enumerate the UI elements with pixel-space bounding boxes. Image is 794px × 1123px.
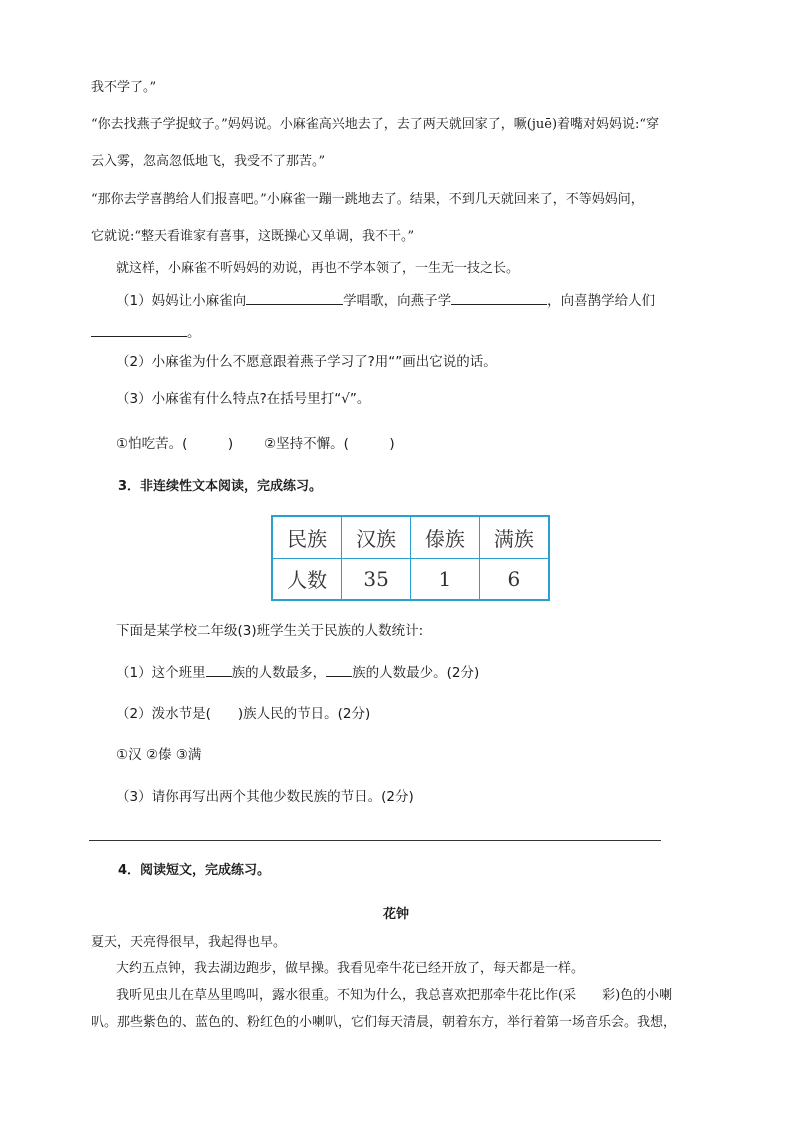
table-header-cell: 民族 [272, 516, 342, 558]
q3-heading: 3．非连续性文本阅读，完成练习。 [118, 479, 323, 494]
table-row [272, 558, 549, 600]
answer-blank[interactable] [246, 290, 343, 305]
passage-line: “你去找燕子学捉蚊子。”妈妈说。小麻雀高兴地去了，去了两天就回家了，噘(juē)着嘴对妈妈说:“穿 [91, 117, 660, 132]
q3-sub3: （3）请你再写出两个其他少数民族的节日。(2分) [116, 789, 414, 805]
table-row-label: 人数 [272, 558, 342, 600]
passage-line: 夏天，天亮得很早，我起得也早。 [91, 935, 287, 950]
passage-line: 我听见虫儿在草丛里鸣叫，露水很重。不知为什么，我总喜欢把那牵牛花比作(采 彩)色的小喇 [116, 988, 673, 1003]
passage-line: 就这样，小麻雀不听妈妈的劝说，再也不学本领了，一生无一技之长。 [116, 261, 520, 276]
answer-blank[interactable] [206, 662, 232, 677]
passage-line: 它就说:“整天看谁家有喜事，这既操心又单调，我不干。” [91, 229, 415, 244]
q2-sub3: （3）小麻雀有什么特点?在括号里打“√”。 [116, 391, 371, 407]
table-cell: 6 [479, 558, 549, 600]
passage-line: 我不学了。” [91, 80, 157, 95]
passage-line: “那你去学喜鹊给人们报喜吧。”小麻雀一蹦一跳地去了。结果，不到几天就回来了，不等妈妈问， [91, 192, 644, 207]
q3-intro: 下面是某学校二年级(3)班学生关于民族的人数统计: [116, 623, 424, 639]
q2-sub1-cont [91, 322, 201, 343]
table-cell: 1 [410, 558, 479, 600]
table-cell: 35 [342, 558, 411, 600]
answer-blank[interactable] [451, 290, 547, 305]
answer-line[interactable] [89, 840, 661, 841]
q2-sub1-text-b: 学唱歌，向燕子学 [343, 293, 452, 309]
q2-option-1: ①怕吃苦。( ) [116, 436, 234, 452]
q4-heading: 4．阅读短文，完成练习。 [118, 863, 271, 878]
q3-sub1-text-b: 族的人数最多， [231, 665, 327, 681]
q3-sub1 [116, 662, 479, 683]
q2-sub1-text-a: （1）妈妈让小麻雀向 [116, 293, 247, 309]
q3-sub1-text-a: （1）这个班里 [116, 665, 206, 681]
q2-sub2: （2）小麻雀为什么不愿意跟着燕子学习了?用“”画出它说的话。 [116, 354, 497, 370]
passage-line: 大约五点钟，我去湖边跑步，做早操。我看见牵牛花已经开放了，每天都是一样。 [116, 961, 585, 976]
answer-blank[interactable] [91, 322, 187, 337]
passage-line: 叭。那些紫色的、蓝色的、粉红色的小喇叭，它们每天清晨，朝着东方，举行着第一场音乐会。我想， [91, 1015, 677, 1030]
q2-sub1 [116, 290, 655, 311]
q2-sub1-end: 。 [187, 325, 201, 341]
passage-line: 云入雾，忽高忽低地飞，我受不了那苦。” [91, 154, 326, 169]
q3-sub2: （2）泼水节是( )族人民的节日。(2分) [116, 706, 371, 722]
table-header-cell: 汉族 [342, 516, 411, 558]
passage-title: 花钟 [383, 907, 410, 922]
q3-sub1-text-c: 族的人数最少。(2分) [352, 665, 480, 681]
table-header-cell: 傣族 [410, 516, 479, 558]
q2-sub1-text-c: ，向喜鹊学给人们 [547, 293, 656, 309]
table-row [272, 516, 549, 558]
table-header-cell: 满族 [479, 516, 549, 558]
q3-options: ①汉 ②傣 ③满 [116, 747, 202, 763]
q2-option-2: ②坚持不懈。( ) [264, 436, 395, 452]
ethnic-stats-table [271, 515, 550, 601]
answer-blank[interactable] [326, 662, 352, 677]
